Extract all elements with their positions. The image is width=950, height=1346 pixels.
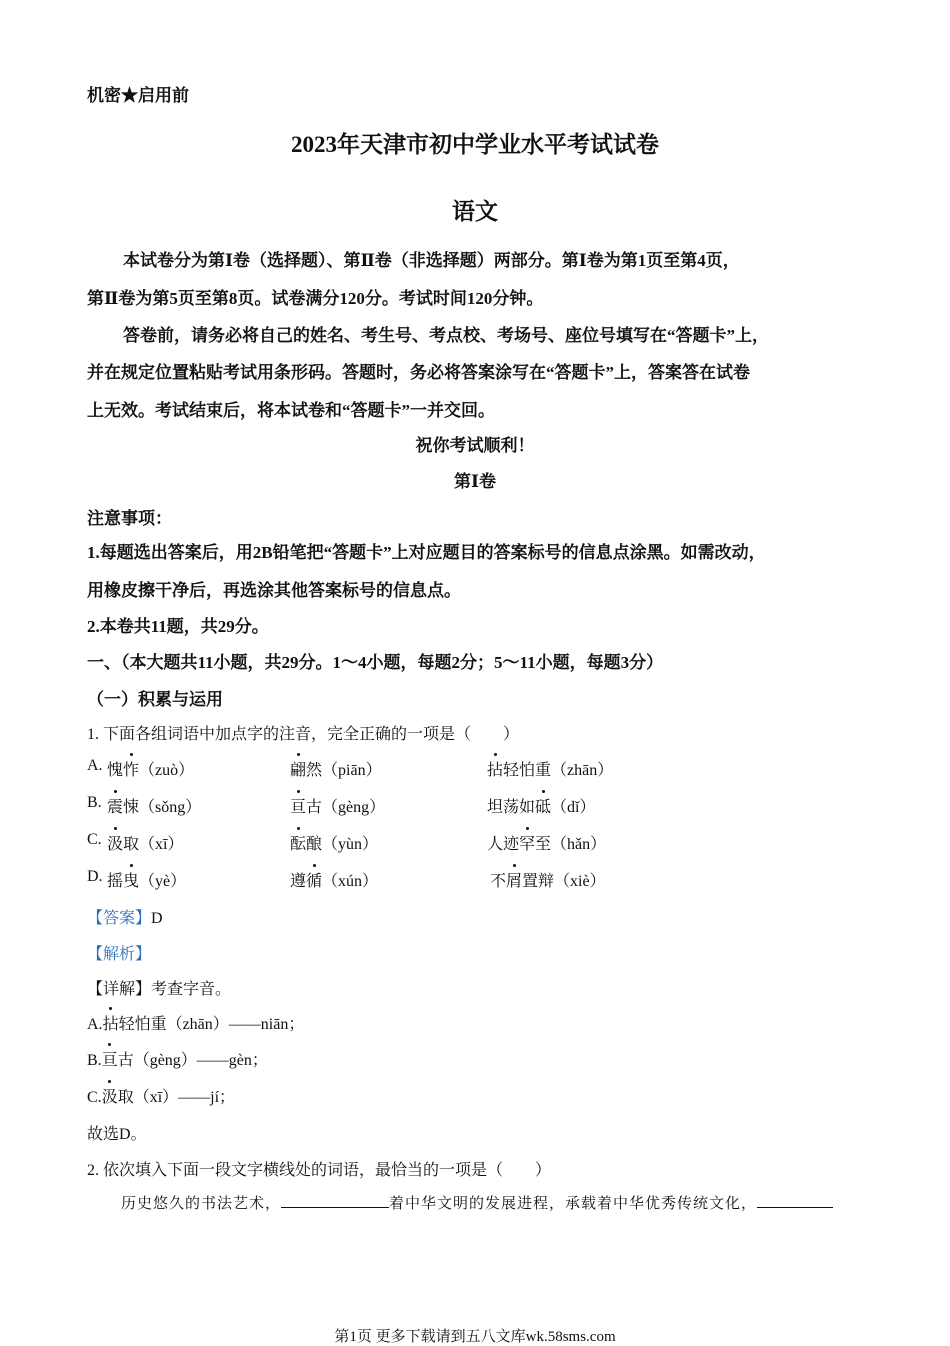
answer-line <box>87 905 163 928</box>
dotted-char: 屑 <box>506 868 522 891</box>
option-word: 酝酿（yùn） <box>290 831 378 854</box>
dotted-char: 砥 <box>535 794 551 817</box>
option-label: C. <box>87 831 102 848</box>
option-label: B. <box>87 794 102 811</box>
option-word: 人迹罕至（hǎn） <box>487 831 606 854</box>
dotted-char: 翩 <box>290 757 306 780</box>
option-word: 汲取（xī） <box>107 831 183 854</box>
classified-label: 机密★启用前 <box>87 86 189 105</box>
dotted-char: 怍 <box>123 757 139 780</box>
passage-line: 历史悠久的书法艺术， 着中华文明的发展进程，承载着中华优秀传统文化， <box>121 1192 833 1213</box>
notice-item: 2.本卷共11题，共29分。 <box>87 617 269 636</box>
notice-item: 用橡皮擦干净后，再选涂其他答案标号的信息点。 <box>87 581 461 600</box>
option-label: A. <box>87 757 103 774</box>
good-luck-wish: 祝你考试顺利！ <box>415 436 535 455</box>
option-word: 不屑置辩（xiè） <box>490 868 606 891</box>
intro-line: 答卷前，请务必将自己的姓名、考生号、考点校、考场号、座位号填写在“答题卡”上， <box>123 326 769 345</box>
intro-line: 上无效。考试结束后，将本试卷和“答题卡”一并交回。 <box>87 401 495 420</box>
answer-value: D <box>151 910 163 927</box>
page-footer: 第1页 更多下载请到五八文库wk.58sms.com <box>334 1329 616 1345</box>
option-word: 震悚（sǒng） <box>107 794 201 817</box>
fix-line: C.汲取（xī）——jí； <box>87 1084 235 1107</box>
option-word: 拈轻怕重（zhān） <box>487 757 613 780</box>
fill-blank[interactable] <box>281 1193 389 1208</box>
dotted-char: 震 <box>107 794 123 817</box>
notice-item: 1.每题选出答案后，用2B铅笔把“答题卡”上对应题目的答案标号的信息点涂黑。如需改动， <box>87 543 766 562</box>
dotted-char: 曳 <box>123 868 139 891</box>
conclusion-line: 故选D。 <box>87 1126 147 1143</box>
notice-title: 注意事项： <box>87 509 172 528</box>
question-stem: 1. 下面各组词语中加点字的注音，完全正确的一项是（ ） <box>87 726 520 743</box>
option-word: 翩然（piān） <box>290 757 382 780</box>
intro-line: 第Ⅱ卷为第5页至第8页。试卷满分120分。考试时间120分钟。 <box>87 289 544 308</box>
detail-line: 【详解】考查字音。 <box>87 981 232 998</box>
option-word: 亘古（gèng） <box>290 794 385 817</box>
dotted-char: 汲 <box>107 831 123 854</box>
dotted-char: 酝 <box>290 831 306 854</box>
option-label: D. <box>87 868 103 885</box>
dotted-char: 循 <box>306 868 322 891</box>
fill-blank[interactable] <box>757 1193 833 1208</box>
dotted-char: 拈 <box>487 757 503 780</box>
volume-label: 第Ⅰ卷 <box>454 472 496 491</box>
dotted-char: 汲 <box>102 1084 118 1107</box>
dotted-char: 亘 <box>102 1047 118 1070</box>
analysis-tag: 【解析】 <box>87 946 152 963</box>
subject-title: 语文 <box>452 199 498 224</box>
fix-line: A.拈轻怕重（zhān）——niān； <box>87 1011 304 1034</box>
exam-title: 2023年天津市初中学业水平考试试卷 <box>291 132 659 157</box>
intro-line: 并在规定位置粘贴考试用条形码。答题时，务必将答案涂写在“答题卡”上，答案答在试卷 <box>87 363 750 382</box>
section-heading: 一、（本大题共11小题，共29分。1～4小题，每题2分；5～11小题，每题3分） <box>87 653 664 672</box>
question-stem: 2. 依次填入下面一段文字横线处的词语，最恰当的一项是（ ） <box>87 1162 552 1179</box>
dotted-char: 拈 <box>103 1011 119 1034</box>
answer-tag: 【答案】 <box>87 910 152 927</box>
dotted-char: 罕 <box>519 831 535 854</box>
option-word: 遵循（xún） <box>290 868 378 891</box>
intro-line: 本试卷分为第Ⅰ卷（选择题）、第Ⅱ卷（非选择题）两部分。第Ⅰ卷为第1页至第4页， <box>123 251 740 270</box>
fix-line: B.亘古（gèng）——gèn； <box>87 1047 268 1070</box>
subsection-heading: （一）积累与运用 <box>87 690 223 709</box>
option-word: 摇曳（yè） <box>107 868 186 891</box>
option-word: 愧怍（zuò） <box>107 757 194 780</box>
dotted-char: 亘 <box>290 794 306 817</box>
option-word: 坦荡如砥（dǐ） <box>487 794 595 817</box>
